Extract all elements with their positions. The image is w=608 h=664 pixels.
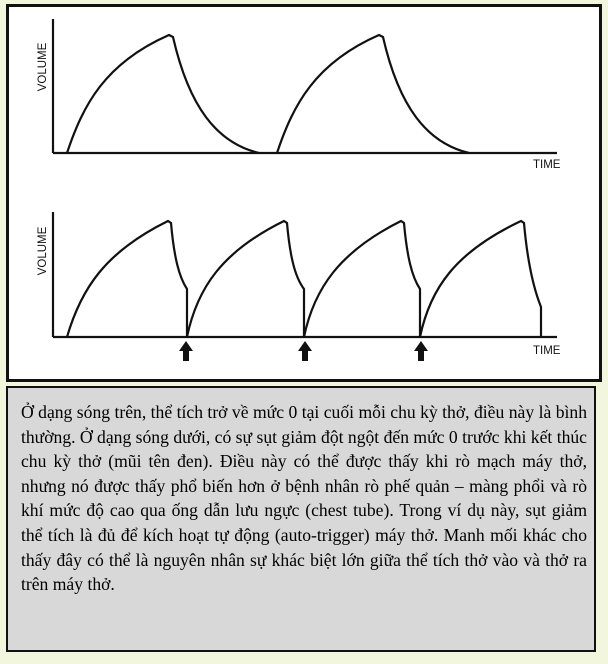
bottom-y-axis-label: VOLUME: [37, 226, 49, 276]
top-volume-time-chart: [37, 19, 561, 171]
top-waveform-breath-1: [67, 35, 259, 153]
caption-text: Ở dạng sóng trên, thể tích trở về mức 0 tại cuối mỗi chu kỳ thở, điều này là bình thường. Ở dạng sóng dưới, có sự sụt giảm đột ngột đến mức 0 trước khi kết thúc chu kỳ thở (mũi tên đen). Điều này có thể được thấy khi rò mạch máy thở, nhưng nó được thấy phổ biến hơn ở bệnh nhân rò phế quản – màng phổi và rò khí mức độ cao qua ống dẫn lưu ngực (chest tube). Trong ví dụ này, sụt giảm thể tích là đủ để kích hoạt tự động (auto-trigger) máy thở. Manh mối khác cho thấy đây có thể là nguyên nhân sự khác biệt lớn giữa thể tích thở vào và thở ra trên máy thở.: [21, 402, 587, 595]
caption-box: [6, 386, 596, 652]
bottom-volume-time-chart: [37, 212, 561, 361]
top-waveform-breath-2: [277, 35, 469, 153]
bottom-waveform-breath-3: [304, 221, 420, 337]
waveform-figure: [6, 4, 602, 382]
arrow-icon: [298, 341, 312, 361]
bottom-waveform-breath-4: [420, 221, 541, 337]
bottom-waveform-breath-1: [67, 221, 187, 337]
arrow-icon: [414, 341, 428, 361]
arrow-icon: [179, 341, 193, 361]
bottom-waveform-breath-2: [187, 221, 304, 337]
top-y-axis-label: VOLUME: [37, 42, 49, 92]
bottom-x-axis-label: TIME: [533, 345, 561, 357]
top-x-axis-label: TIME: [533, 159, 561, 171]
